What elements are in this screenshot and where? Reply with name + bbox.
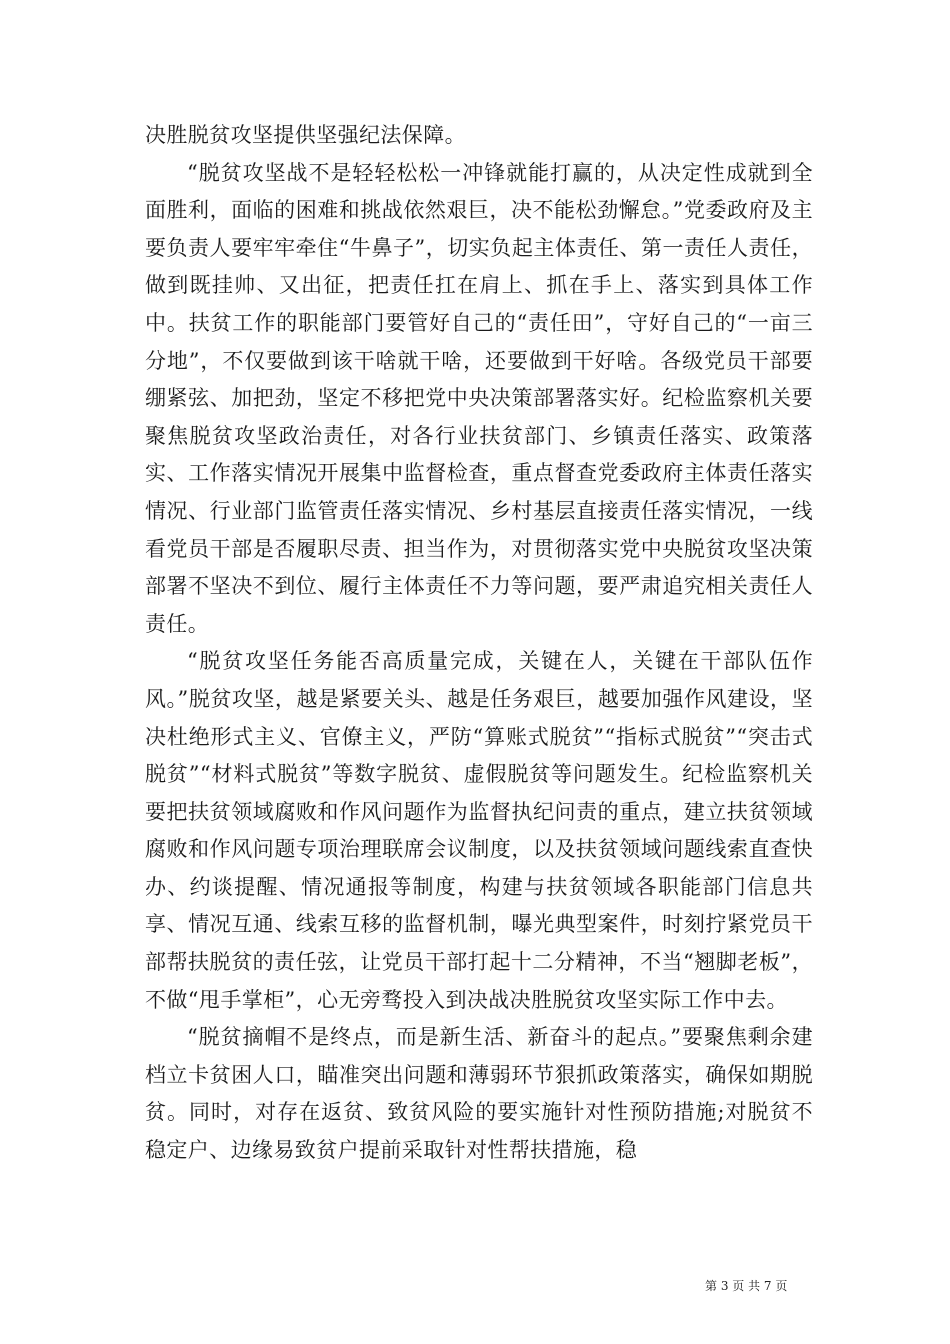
paragraph-work-style: “脱贫攻坚任务能否高质量完成，关键在人，关键在干部队伍作风。”脱贫攻坚，越是紧要关头、越是任务艰巨，越要加强作风建设，坚决杜绝形式主义、官僚主义，严防“算账式脱贫”“指标式脱贫”“突击式脱贫”“材料式脱贫”等数字脱贫、虚假脱贫等问题发生。纪检监察机关要把扶贫领域腐败和作风问题作为监督执纪问责的重点，建立扶贫领域腐败和作风问题专项治理联席会议制度，以及扶贫领域问题线索直查快办、约谈提醒、情况通报等制度，构建与扶贫领域各职能部门信息共享、情况互通、线索互移的监督机制，曝光典型案件，时刻拧紧党员干部帮扶脱贫的责任弦，让党员干部打起十二分精神，不当“翘脚老板”，不做“甩手掌柜”，心无旁骛投入到决战决胜脱贫攻坚实际工作中去。 xyxy=(145,649,813,1012)
paragraph-new-starting-point: “脱贫摘帽不是终点，而是新生活、新奋斗的起点。”要聚焦剩余建档立卡贫困人口，瞄准突出问题和薄弱环节狠抓政策落实，确保如期脱贫。同时，对存在返贫、致贫风险的要实施针对性预防措施;对脱贫不稳定户、边缘易致贫户提前采取针对性帮扶措施，稳 xyxy=(145,1025,813,1163)
paragraph-continuation: 决胜脱贫攻坚提供坚强纪法保障。 xyxy=(145,123,466,147)
page-number-footer: 第 3 页 共 7 页 xyxy=(705,1279,788,1293)
document-body xyxy=(145,117,813,1170)
paragraph-responsibility: “脱贫攻坚战不是轻轻松松一冲锋就能打赢的，从决定性成就到全面胜利，面临的困难和挑战依然艰巨，决不能松劲懈怠。”党委政府及主要负责人要牢牢牵住“牛鼻子”，切实负起主体责任、第一责任人责任，做到既挂帅、又出征，把责任扛在肩上、抓在手上、落实到具体工作中。扶贫工作的职能部门要管好自己的“责任田”，守好自己的“一亩三分地”，不仅要做到该干啥就干啥，还要做到干好啥。各级党员干部要绷紧弦、加把劲，坚定不移把党中央决策部署落实好。纪检监察机关要聚焦脱贫攻坚政治责任，对各行业扶贫部门、乡镇责任落实、政策落实、工作落实情况开展集中监督检查，重点督查党委政府主体责任落实情况、行业部门监管责任落实情况、乡村基层直接责任落实情况，一线看党员干部是否履职尽责、担当作为，对贯彻落实党中央脱贫攻坚决策部署不坚决不到位、履行主体责任不力等问题，要严肃追究相关责任人责任。 xyxy=(145,160,813,636)
